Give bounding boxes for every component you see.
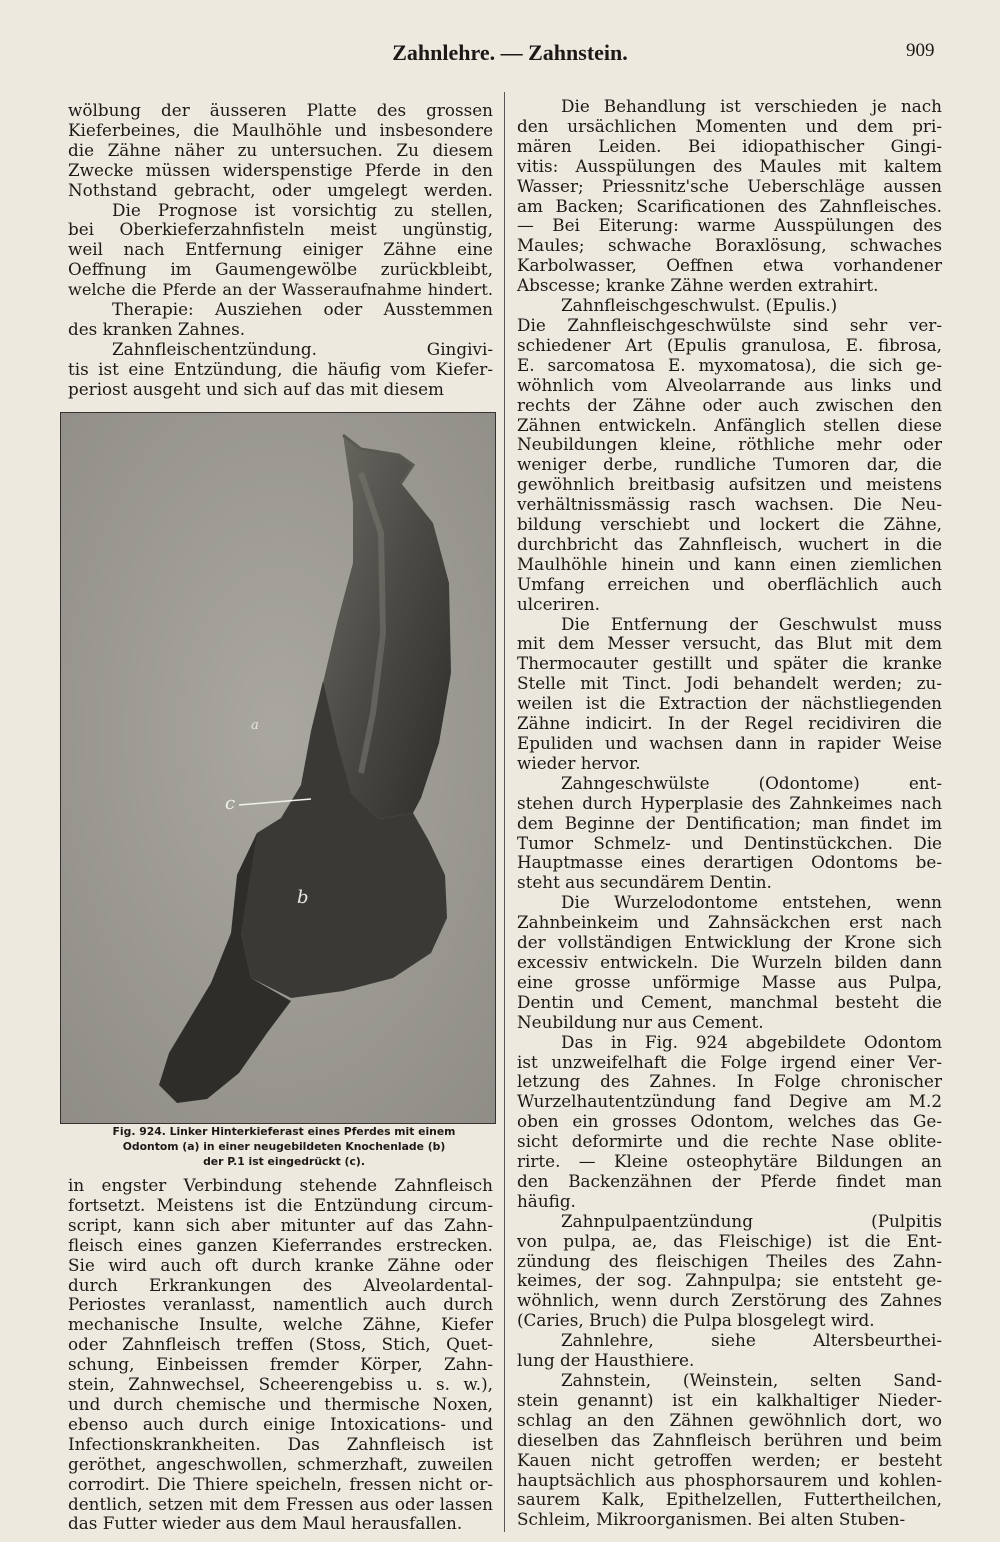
jaw-bone-illustration (61, 413, 495, 1123)
text-line: letzung des Zahnes. In Folge chronischer (517, 1071, 942, 1092)
text-line: sicht deformirte und die rechte Nase oblite- (517, 1131, 942, 1152)
text-line: die Zähne näher zu untersuchen. Zu diesem (68, 139, 493, 160)
text-line: hauptsächlich aus phosphorsaurem und kohlen- (517, 1469, 942, 1490)
text-line: bildung verschiebt und lockert die Zähne, (517, 514, 942, 535)
text-line: Zahngeschwülste (Odontome) ent- (561, 772, 942, 793)
text-line: Hauptmasse eines derartigen Odontoms be- (517, 852, 942, 873)
text-line: wölbung der äusseren Platte des grossen (68, 100, 493, 120)
text-line: durch Erkrankungen des Alveolardental- (68, 1274, 493, 1295)
right-column-text (517, 97, 942, 1530)
text-line: Neubildungen kleine, röthliche mehr oder (517, 434, 942, 455)
text-line: Zahnfleischgeschwulst. (Epulis.) (561, 295, 838, 316)
text-line: und durch chemische und thermische Noxen, (68, 1393, 493, 1414)
text-line: Epuliden und wachsen dann in rapider Weise (517, 733, 942, 753)
text-line: vitis: Ausspülungen des Maules mit kaltem (517, 155, 942, 176)
text-line: Zähne indicirt. In der Regel recidiviren die (517, 713, 942, 734)
label-c: c (225, 793, 236, 814)
figure-caption (74, 1124, 494, 1169)
text-line: stehen durch Hyperplasie des Zahnkeimes nach (517, 792, 942, 813)
text-line: ist unzweifelhaft die Folge irgend einer Ver- (517, 1051, 942, 1072)
text-line: Die Behandlung ist verschieden je nach (561, 96, 942, 116)
page-number: 909 (906, 40, 935, 61)
text-line: Die Wurzelodontome entstehen, wenn (561, 892, 942, 913)
text-line: keimes, der sog. Zahnpulpa; sie entsteht ge- (517, 1270, 942, 1291)
text-line: Therapie: Ausziehen oder Ausstemmen (112, 299, 493, 320)
text-line: der vollständigen Entwicklung der Krone sich (517, 932, 942, 953)
text-line: (Caries, Bruch) die Pulpa blosgelegt wird. (517, 1310, 875, 1331)
text-line: periost ausgeht und sich auf das mit diesem (68, 378, 444, 399)
text-line: des kranken Zahnes. (68, 318, 246, 339)
text-line: Sie wird auch oft durch kranke Zähne oder (68, 1254, 493, 1275)
text-line: den ursächlichen Momenten und dem pri- (517, 115, 942, 136)
text-line: den Backenzähnen der Pferde findet man (517, 1170, 942, 1191)
text-line: Zahnpulpaentzündung (Pulpitis (561, 1210, 942, 1231)
text-line: Periostes veranlasst, namentlich auch durch (68, 1294, 493, 1315)
text-line: Dentin und Cement, manchmal besteht die (517, 991, 942, 1012)
text-line: dem Beginne der Dentification; man findet im (517, 812, 942, 833)
text-line: schung, Einbeissen fremder Körper, Zahn- (68, 1354, 493, 1375)
text-line: Zahnfleischentzündung. Gingivi- (112, 338, 493, 359)
text-line: Wurzelhautentzündung fand Degive am M.2 (517, 1091, 942, 1112)
caption-line: Odontom (a) in einer neugebildeten Knochenlade (b) (122, 1140, 446, 1153)
text-line: tis ist eine Entzündung, die häufig vom Kiefer- (68, 358, 493, 379)
text-line: am Backen; Scarificationen des Zahnfleisches. (517, 195, 942, 216)
text-line: Die Zahnfleischgeschwülste sind sehr ver- (517, 314, 942, 335)
label-a: a (251, 718, 259, 733)
text-line: fortsetzt. Meistens ist die Entzündung circum- (68, 1194, 493, 1215)
text-line: dentlich, setzen mit dem Fressen aus oder lassen (68, 1493, 493, 1514)
text-line: wöhnlich, wenn durch Zerstörung des Zahnes (517, 1290, 942, 1311)
text-line: geröthet, angeschwollen, schmerzhaft, zuweilen (68, 1453, 493, 1474)
text-line: in engster Verbindung stehende Zahnfleisch (68, 1175, 493, 1195)
text-line: das Futter wieder aus dem Maul herausfallen. (68, 1513, 463, 1534)
text-line: rechts der Zähne oder auch zwischen den (517, 394, 942, 415)
text-line: oben ein grosses Odontom, welches das Ge- (517, 1111, 942, 1132)
text-line: Die Entfernung der Geschwulst muss (561, 613, 942, 634)
caption-line: Fig. 924. Linker Hinterkieferast eines Pferdes mit einem (112, 1125, 456, 1138)
text-line: bei Oberkieferzahnfisteln meist ungünstig, (68, 219, 493, 240)
text-line: Zahnbeinkeim und Zahnsäckchen erst nach (517, 912, 942, 933)
text-line: Infectionskrankheiten. Das Zahnfleisch ist (68, 1433, 493, 1454)
text-line: ebenso auch durch einige Intoxications- und (68, 1413, 493, 1434)
text-line: Zwecke müssen widerspenstige Pferde in den (68, 159, 493, 180)
left-column-bottom-text (68, 1176, 493, 1534)
text-line: Zähnen entwickeln. Anfänglich stellen diese (517, 414, 942, 435)
text-line: oder Zahnfleisch treffen (Stoss, Stich, Quet- (68, 1334, 493, 1355)
text-line: Stelle mit Tinct. Jodi behandelt werden; zu- (517, 673, 942, 694)
text-line: stein genannt) ist ein kalkhaltiger Nieder- (517, 1389, 942, 1410)
running-header: Zahnlehre. — Zahnstein. (392, 40, 628, 65)
text-line: wieder hervor. (517, 752, 641, 773)
text-line: Neubildung nur aus Cement. (517, 1011, 764, 1032)
text-line: mit dem Messer versucht, das Blut mit dem (517, 633, 942, 654)
text-line: Oeffnung im Gaumengewölbe zurückbleibt, (68, 259, 493, 280)
caption-line: der P.1 ist eingedrückt (c). (203, 1155, 365, 1168)
text-line: Die Prognose ist vorsichtig zu stellen, (112, 199, 493, 220)
text-line: eine grosse unförmige Masse aus Pulpa, (517, 971, 942, 992)
text-line: Nothstand gebracht, oder umgelegt werden. (68, 179, 493, 200)
text-line: Kauen nicht getroffen werden; er besteht (517, 1449, 942, 1470)
text-line: ulceriren. (517, 593, 600, 614)
figure-924-photo (60, 412, 496, 1124)
left-column-top-text (68, 101, 493, 400)
text-line: — Bei Eiterung: warme Ausspülungen des (517, 215, 942, 236)
text-line: saurem Kalk, Epithelzellen, Futtertheilchen, (517, 1489, 942, 1510)
text-line: Maulhöhle hinein und kann einen ziemlichen (517, 553, 942, 574)
text-line: Maules; schwache Boraxlösung, schwaches (517, 235, 942, 256)
text-line: lung der Hausthiere. (517, 1350, 695, 1371)
text-line: schlag an den Zähnen gewöhnlich dort, wo (517, 1409, 942, 1430)
text-line: fleisch eines ganzen Kieferrandes erstrecken. (68, 1234, 493, 1255)
text-line: gewöhnlich breitbasig aufsitzen und meistens (517, 474, 942, 495)
text-line: Wasser; Priessnitz'sche Ueberschläge aussen (517, 175, 942, 196)
text-line: rirte. — Kleine osteophytäre Bildungen an (517, 1151, 942, 1172)
text-line: mechanische Insulte, welche Zähne, Kiefer (68, 1314, 493, 1335)
text-line: Kieferbeines, die Maulhöhle und insbesondere (68, 119, 493, 140)
text-line: weilen ist die Extraction der nächstliegenden (517, 693, 942, 714)
text-line: Thermocauter gestillt und später die kranke (517, 653, 942, 674)
text-line: Karbolwasser, Oeffnen etwa vorhandener (517, 255, 942, 276)
text-line: welche die Pferde an der Wasseraufnahme hindert. (68, 280, 493, 300)
text-line: schiedener Art (Epulis granulosa, E. fibrosa, (517, 334, 942, 355)
text-line: verhältnissmässig rasch wachsen. Die Neu- (517, 494, 942, 515)
text-line: Schleim, Mikroorganismen. Bei alten Stuben- (517, 1509, 906, 1530)
text-line: Umfang erreichen und oberflächlich auch (517, 573, 942, 594)
text-line: häufig. (517, 1190, 576, 1211)
text-line: steht aus secundärem Dentin. (517, 872, 772, 893)
text-line: weniger derbe, rundliche Tumoren dar, die (517, 454, 942, 475)
text-line: wöhnlich vom Alveolarrande aus links und (517, 374, 942, 395)
text-line: script, kann sich aber mitunter auf das Zahn- (68, 1214, 493, 1235)
text-line: E. sarcomatosa E. myxomatosa), die sich ge- (517, 354, 942, 375)
text-line: Zahnstein, (Weinstein, selten Sand- (561, 1370, 942, 1390)
text-line: Zahnlehre, siehe Altersbeurthei- (561, 1330, 942, 1351)
text-line: stein, Zahnwechsel, Scheerengebiss u. s. w.), (68, 1374, 493, 1395)
text-line: weil nach Entfernung einiger Zähne eine (68, 239, 493, 260)
text-line: durchbricht das Zahnfleisch, wuchert in die (517, 533, 942, 554)
column-divider (504, 92, 505, 1532)
text-line: zündung des fleischigen Theiles des Zahn- (517, 1250, 942, 1271)
text-line: corrodirt. Die Thiere speicheln, fressen nicht or- (68, 1473, 493, 1494)
text-line: Das in Fig. 924 abgebildete Odontom (561, 1031, 942, 1052)
text-line: Tumor Schmelz- und Dentinstückchen. Die (517, 832, 942, 853)
text-line: Abscesse; kranke Zähne werden extrahirt. (517, 275, 879, 296)
text-line: excessiv entwickeln. Die Wurzeln bilden dann (517, 951, 942, 972)
text-line: dieselben das Zahnfleisch berühren und beim (517, 1429, 942, 1450)
text-line: von pulpa, ae, das Fleischige) ist die Ent- (517, 1230, 942, 1251)
text-line: mären Leiden. Bei idiopathischer Gingi- (517, 135, 942, 156)
label-b: b (297, 887, 309, 908)
